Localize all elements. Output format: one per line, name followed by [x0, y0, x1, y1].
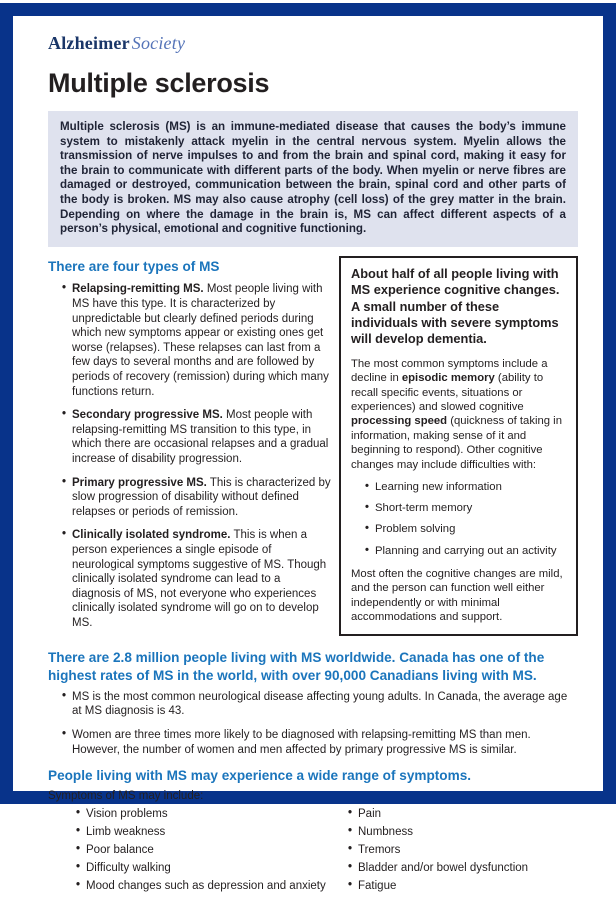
- cognitive-box-paragraph: [351, 357, 567, 473]
- statistics-list: [48, 690, 578, 757]
- list-item-lead: Relapsing-remitting MS.: [72, 283, 204, 296]
- list-item-lead: Primary progressive MS.: [72, 476, 207, 489]
- paragraph-text: The most common symptoms include a decline in: [351, 357, 548, 385]
- list-item-text: This is characterized by slow progression of disability without defined relapses or periods of remission.: [72, 476, 331, 518]
- list-item: • Problem solving: [365, 522, 567, 536]
- list-item: • Learning new information: [365, 480, 567, 494]
- list-item: [62, 528, 331, 630]
- list-item: • Mood changes such as depression and anxiety: [76, 879, 348, 894]
- logo-text-alzheimer: Alzheimer: [48, 33, 130, 53]
- list-item-lead: Secondary progressive MS.: [72, 409, 223, 422]
- list-item: • Fatigue: [348, 879, 528, 894]
- ms-types-list: [48, 282, 331, 630]
- list-item: • Vision problems: [76, 807, 348, 822]
- paragraph-text: (ability to recall specific events, situations or experiences) and slowed cognitive: [351, 372, 544, 413]
- list-item: • Difficulty walking: [76, 861, 348, 876]
- list-item: • Poor balance: [76, 843, 348, 858]
- list-item: • Pain: [348, 807, 528, 822]
- page-content: [13, 16, 603, 892]
- logo-text-society: Society: [131, 33, 186, 53]
- list-item: • Planning and carrying out an activity: [365, 544, 567, 558]
- alzheimer-society-logo: [48, 33, 578, 54]
- list-item-lead: Clinically isolated syndrome.: [72, 529, 231, 542]
- two-column-section: [48, 258, 578, 640]
- cognitive-box-heading: About half of all people living with MS experience cognitive changes. A small number of these individuals with severe symptoms will develop dementia.: [351, 265, 560, 347]
- bold-term-processing-speed: processing speed: [351, 415, 448, 428]
- list-item-text: Most people living with MS have this type. It is characterized by unpredictable but clearly defined periods during which new symptoms appear or existing ones get worse (relapses). These relapses can last from a few days to several months and are followed by periods of recovery (remission) during which many functions return.: [72, 283, 329, 398]
- list-item: [62, 408, 331, 466]
- list-item-text: This is when a person experiences a single episode of neurological symptoms suggestive of MS. Though clinically isolated syndrome can lead to a diagnosis of MS, not everyone who experiences clinically isolated syndrome will go on to develop MS.: [72, 529, 327, 629]
- page-title: Multiple sclerosis: [48, 68, 270, 98]
- list-item-text: Most people with relapsing-remitting MS transition to this type, in which there are occasional relapses and a gradual increase of disability progression.: [72, 409, 329, 465]
- list-item: [62, 476, 331, 520]
- cognitive-box-closing: Most often the cognitive changes are mild, and the person can function well either independently or with minimal accommodations and support.: [351, 567, 563, 624]
- list-item: • Bladder and/or bowel dysfunction: [348, 861, 528, 876]
- ms-types-column: [48, 258, 339, 640]
- list-item: • Short-term memory: [365, 501, 567, 515]
- symptoms-list-left: [76, 807, 348, 897]
- intro-text: Multiple sclerosis (MS) is an immune-mediated disease that causes the body’s immune system to mistakenly attack myelin in the central nervous system. Myelin allows the transmission of nerve impulses to and from the brain and spinal cord, making it easy for the brain to communicate with different parts of the body. When myelin or nerve fibres are damaged or destroyed, communication between the brain, spinal cord and other parts of the body is broken. MS may also cause atrophy (cell loss) of the grey matter in the brain. Depending on where the damage in the brain is, MS can affect different aspects of a person’s physical, emotional and cognitive functioning.: [60, 120, 566, 236]
- symptoms-columns: [48, 805, 578, 897]
- cognitive-changes-box: [339, 256, 578, 636]
- document-page: [0, 3, 616, 892]
- list-item: • Limb weakness: [76, 825, 348, 840]
- paragraph-text: (quickness of taking in information, making sense of it and beginning to respond). Other cognitive changes may include difficulties with:: [351, 415, 562, 471]
- symptoms-intro: Symptoms of MS may include:: [48, 789, 204, 802]
- list-item: • Tremors: [348, 843, 528, 858]
- cognitive-difficulties-list: [351, 480, 567, 557]
- section-heading-types: There are four types of MS: [48, 258, 220, 274]
- section-heading-symptoms: People living with MS may experience a wide range of symptoms.: [48, 768, 472, 784]
- list-item: [62, 282, 331, 399]
- section-heading-statistics: There are 2.8 million people living with MS worldwide. Canada has one of the highest rates of MS in the world, with over 90,000 Canadians living with MS.: [48, 650, 545, 684]
- list-item: • Numbness: [348, 825, 528, 840]
- intro-summary-box: [48, 111, 578, 247]
- list-item: • MS is the most common neurological disease affecting young adults. In Canada, the average age at MS diagnosis is 43.: [62, 690, 578, 719]
- symptoms-list-right: [348, 807, 528, 897]
- list-item: • Women are three times more likely to be diagnosed with relapsing-remitting MS than men. However, the number of women and men affected by primary progressive MS is similar.: [62, 728, 578, 757]
- bold-term-episodic-memory: episodic memory: [401, 372, 495, 385]
